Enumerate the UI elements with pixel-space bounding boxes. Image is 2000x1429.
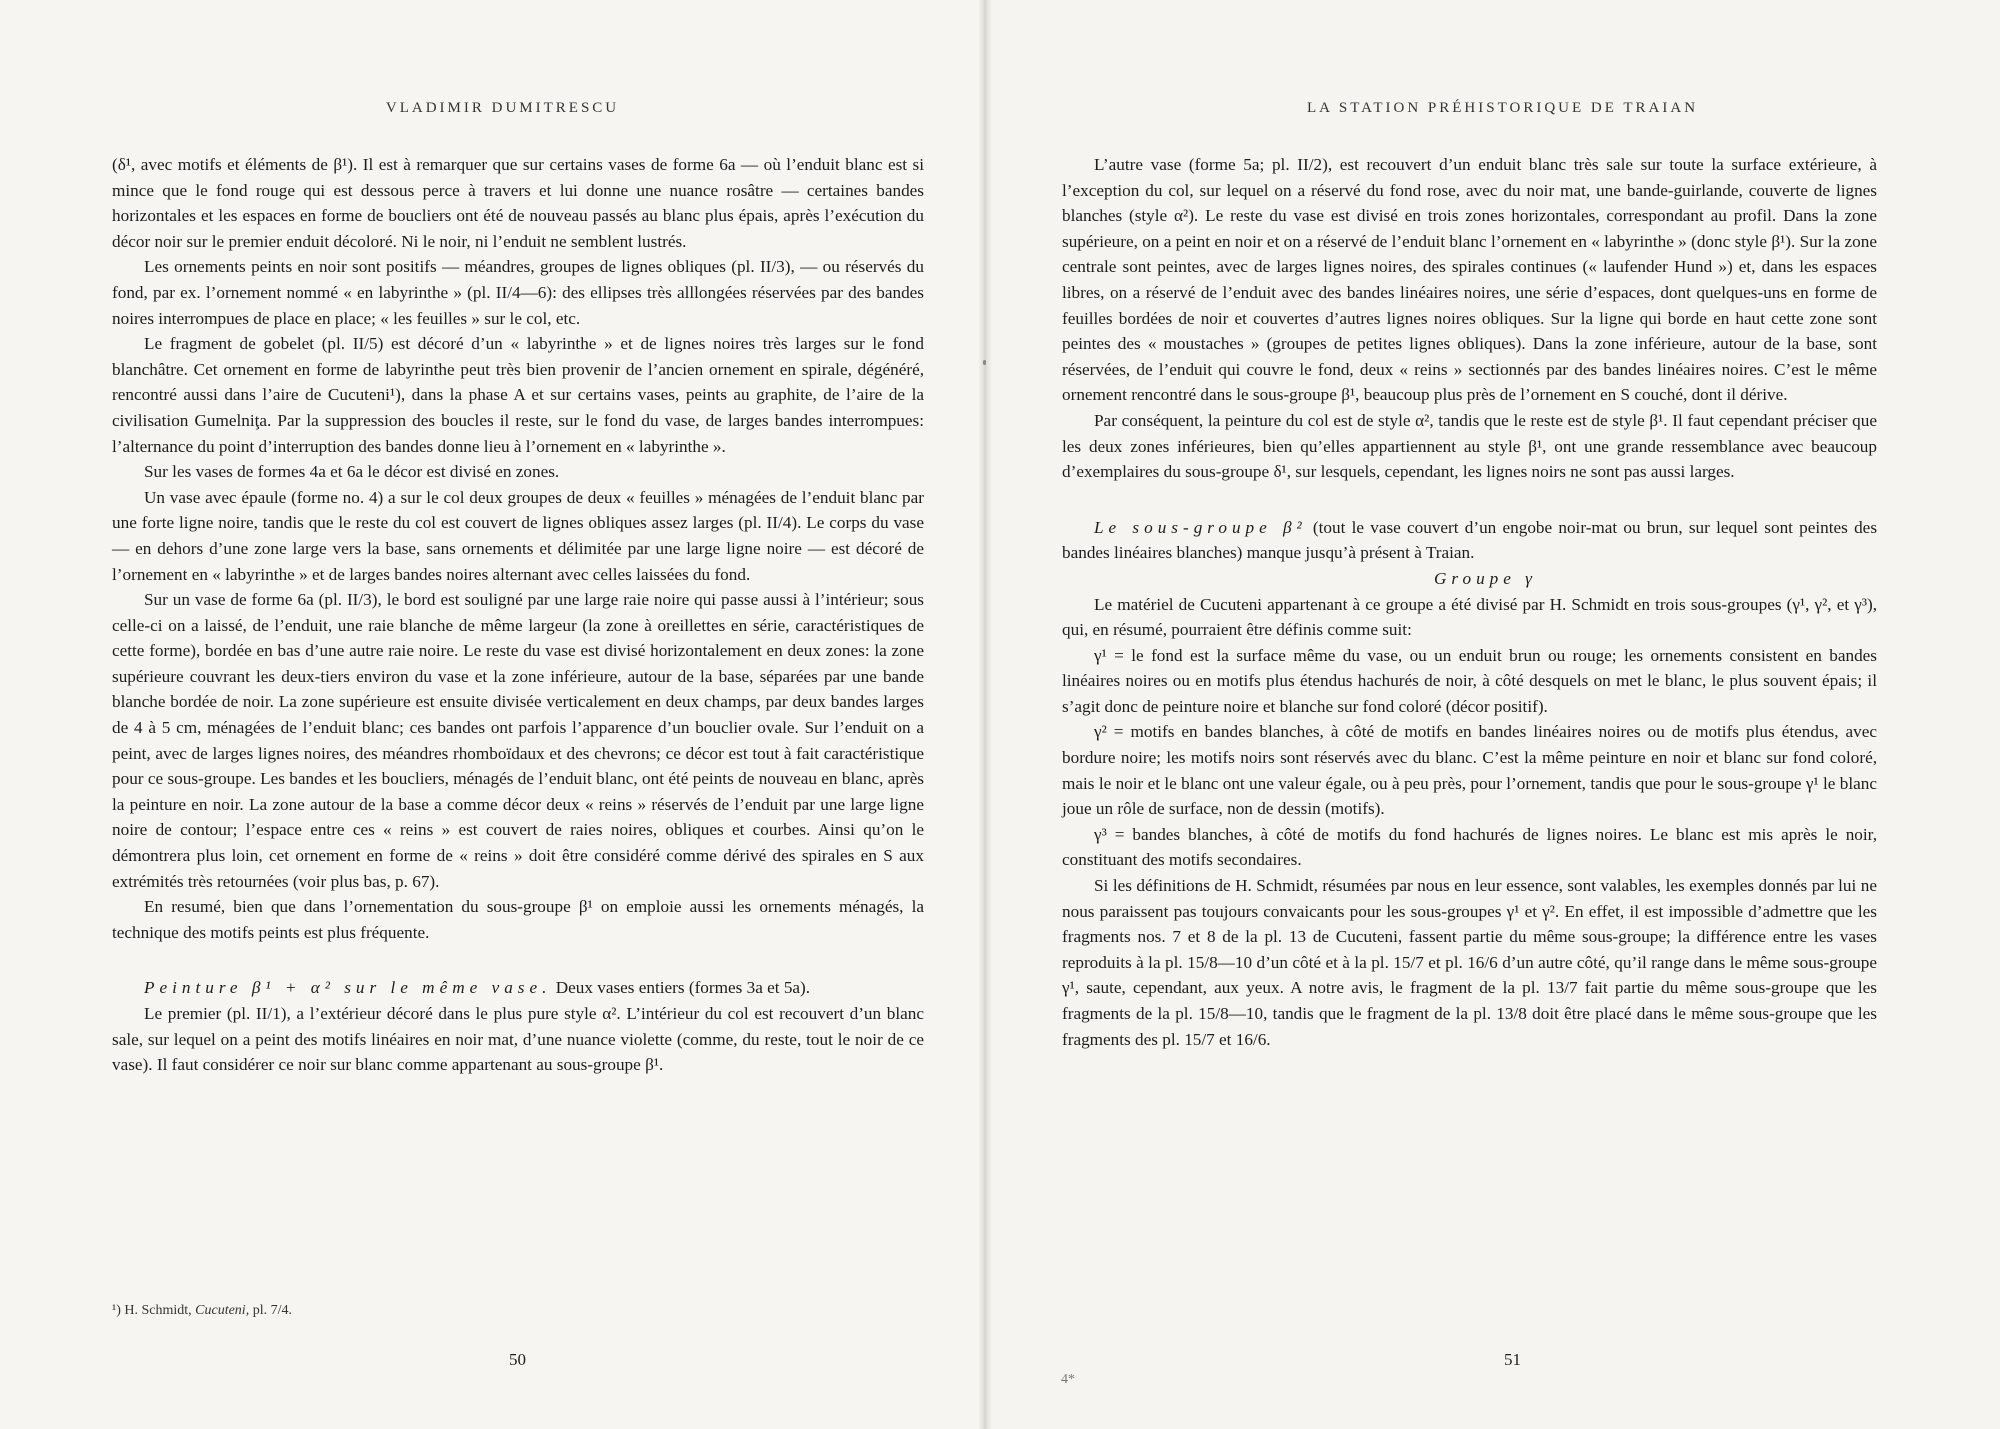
left-page (0, 0, 985, 1429)
page-number-left: 50 (509, 1350, 526, 1369)
group-heading: Groupe γ (1434, 568, 1537, 588)
paragraph: Par conséquent, la peinture du col est de style α², tandis que le reste est de style β¹. Il faut cependant préciser que les deux zones inférieures, bien qu’elles appartiennent au style β¹, ont une grande ressemblance avec beaucoup d’exemplaires du sous-groupe δ¹, sur lesquels, cependant, les lignes noirs ne sont pas aussi larges. (1062, 410, 1877, 482)
section-paragraph (1062, 515, 1877, 566)
paragraph: Les ornements peints en noir sont positifs — méandres, groupes de lignes obliques (pl. II/3), — ou réservés du fond, par ex. l’ornement nommé « en labyrinthe » (pl. II/4—6): des ellipses très alllongées réservées par des bandes noires interrompues de place en place; « les feuilles » sur le col, etc. (112, 257, 924, 328)
paragraph: Le matériel de Cucuteni appartenant à ce groupe a été divisé par H. Schmidt en trois sous-groupes (γ¹, γ², et γ³), qui, en résumé, pourraient être définis comme suit: (1062, 594, 1877, 640)
spaced-heading-tail: Deux vases entiers (formes 3a et 5a). (551, 978, 811, 998)
paragraph: Si les définitions de H. Schmidt, résumées par nous en leur essence, sont valables, les exemples donnés par lui ne nous paraissent pas toujours convaicants pour les sous-groupes γ¹ et γ². En effet, il est impossible d’admettre que les fragments nos. 7 et 8 de la pl. 13 de Cucuteni, fassent partie du même sous-groupe; la différence entre les vases reproduits à la pl. 15/8—10 d’un côté et à la pl. 15/7 et pl. 16/6 d’un autre côté, qu’il range dans le même sous-groupe γ¹, saute, cependant, aux yeux. A notre avis, le fragment de la pl. 13/7 fait partie du même sous-groupe que les fragments de la pl. 15/8—10, tandis que le fragment de la pl. 13/8 doit être placé dans le même sous-groupe que les fragments des pl. 15/7 et 16/6. (1062, 876, 1877, 1049)
page-number-right: 51 (1504, 1350, 1521, 1369)
spaced-heading: Le sous-groupe β² (1094, 517, 1307, 537)
right-page (985, 0, 2000, 1429)
section-paragraph (112, 975, 924, 1001)
signature-mark: 4* (1061, 1372, 1075, 1387)
paragraph: (δ¹, avec motifs et éléments de β¹). Il est à remarquer que sur certains vases de forme 6a — où l’enduit blanc est si mince que le fond rouge qui est dessous perce à travers et lui donne une nuance rosâtre — certaines bandes horizontales et les espaces en forme de boucliers ont été de nouveau passés au blanc plus épais, après l’exécution du décor noir sur le premier enduit décoloré. Ni le noir, ni l’enduit ne semblent lustrés. (112, 155, 924, 251)
running-head-right: LA STATION PRÉHISTORIQUE DE TRAIAN (1306, 100, 1699, 116)
right-page-body (1062, 152, 1877, 1052)
gutter-mark (983, 360, 986, 365)
footnote-suffix: , pl. 7/4. (245, 1303, 292, 1318)
book-gutter (978, 0, 992, 1429)
paragraph: En resumé, bien que dans l’ornementation du sous-groupe β¹ on emploie aussi les ornements ménagés, la technique des motifs peints est plus fréquente. (112, 897, 924, 942)
left-page-body (112, 152, 924, 1078)
paragraph: Sur les vases de formes 4a et 6a le décor est divisé en zones. (144, 462, 560, 482)
paragraph: γ¹ = le fond est la surface même du vase, ou un enduit brun ou rouge; les ornements consistent en bandes linéaires noires ou en motifs plus étendus hachurés de noir, à côté desquels on met le blanc, le plus souvent épais; il s’agit donc de peinture noire et blanche sur fond coloré (décor positif). (1062, 645, 1877, 716)
footnote (112, 1303, 924, 1319)
paragraph: Le premier (pl. II/1), a l’extérieur décoré dans le plus pure style α². L’intérieur du col est recouvert d’un blanc sale, sur lequel on a peint des motifs linéaires en noir mat, d’une nuance violette (comme, du reste, tout le noir de ce vase). Il faut considérer ce noir sur blanc comme appartenant au sous-groupe β¹. (112, 1004, 924, 1075)
spaced-heading-tail: (tout le vase couvert d’un engobe noir-mat ou brun, sur lequel sont peintes des bandes linéaires blanches) manque jusqu’à présent à Traian. (1062, 517, 1878, 563)
paragraph: L’autre vase (forme 5a; pl. II/2), est recouvert d’un enduit blanc très sale sur toute la surface extérieure, à l’exception du col, sur lequel on a réservé du fond rose, avec du noir mat, une bande-guirlande, couverte de lignes blanches (style α²). Le reste du vase est divisé en trois zones horizontales, correspondant au profil. Dans la zone supérieure, on a peint en noir et on a réservé de l’enduit blanc l’ornement en « labyrinthe » (donc style β¹). Sur la zone centrale sont peintes, avec de larges lignes noires, des spirales continues (« laufender Hund ») et, dans les espaces libres, on a réservé de l’enduit avec des bandes linéaires noires, une série d’espaces, dont quelques-uns en forme de feuilles bordées de noir et couvertes d’autres lignes noires obliques. Sur la ligne qui borde en haut cette zone sont peintes des « moustaches » (groupes de petites lignes obliques). Dans la zone inférieure, autour de la base, sont réservées, de l’enduit qui couvre le fond, deux « reins » sectionnés par des bandes linéaires noires. C’est le même ornement rencontré dans le sous-groupe β¹, beaucoup plus près de l’ornement en S couché, dont il dérive. (1062, 155, 1877, 405)
running-head-left: VLADIMIR DUMITRESCU (385, 100, 620, 116)
footnote-title: Cucuteni (195, 1303, 246, 1318)
spaced-heading: Peinture β¹ + α² sur le même vase. (144, 978, 552, 998)
paragraph: γ³ = bandes blanches, à côté de motifs du fond hachurés de lignes noires. Le blanc est mis après le noir, constituant des motifs secondaires. (1062, 824, 1877, 870)
paragraph: γ² = motifs en bandes blanches, à côté de motifs en bandes linéaires noires ou de motifs plus étendus, avec bordure noire; les motifs noirs sont réservés avec du blanc. C’est la même peinture en noir et blanc sur fond coloré, mais le noir et le blanc ont une valeur égale, ou à peu près, pour l’ornement, tandis que pour le sous-groupe γ¹ le blanc joue un rôle de surface, non de dessin (motifs). (1062, 722, 1877, 819)
paragraph: Un vase avec épaule (forme no. 4) a sur le col deux groupes de deux « feuilles » ménagées de l’enduit blanc par une forte ligne noire, tandis que le reste du col est couvert de lignes obliques assez larges (pl. II/4). Le corps du vase — en dehors d’une zone large vers la base, sans ornements et délimitée par une large ligne noire — est décoré de l’ornement en « labyrinthe » et de larges bandes noires alternant avec celles laissées du fond. (112, 487, 924, 584)
footnote-prefix: ¹) H. Schmidt, (112, 1303, 196, 1318)
paragraph: Le fragment de gobelet (pl. II/5) est décoré d’un « labyrinthe » et de lignes noires très larges sur le fond blanchâtre. Cet ornement en forme de labyrinthe peut très bien provenir de l’ancien ornement en spirale, dégénéré, rencontré aussi dans l’aire de Cucuteni¹), dans la phase A et sur certains vases, peints au graphite, de l’aire de la civilisation Gumelniţa. Par la suppression des boucles il reste, sur le fond du vase, de larges bandes interrompues: l’alternance du point d’interruption des bandes donne lieu à l’ornement en « labyrinthe ». (112, 334, 924, 456)
paragraph: Sur un vase de forme 6a (pl. II/3), le bord est souligné par une large raie noire qui passe aussi à l’intérieur; sous celle-ci on a laissé, de l’enduit, une raie blanche de même largeur (la zone à oreillettes en série, caractéristiques de cette forme), bordée en bas d’une autre raie noire. Le reste du vase est divisé horizontalement en deux zones: la zone supérieure couvrant les deux-tiers environ du vase et la zone inférieure, autour de la base, séparées par une bande blanche bordée de noir. La zone supérieure est ensuite divisée verticalement en deux champs, par deux bandes larges de 4 à 5 cm, ménagées de l’enduit blanc; ces bandes ont parfois l’apparence d’un bouclier ovale. Sur l’enduit on a peint, avec de larges lignes noires, des méandres rhomboïdaux et des chevrons; ce décor est tout à fait caractéristique pour ce sous-groupe. Les bandes et les boucliers, ménagés de l’enduit blanc, ont été peints de nouveau en blanc, après la peinture en noir. La zone autour de la base a comme décor deux « reins » réservés de l’enduit par une large ligne noire de contour; l’espace entre ces « reins » est couvert de raies noires, obliques et courbes. Ainsi qu’on le démontrera plus loin, cet ornement en forme de « reins » doit être considéré comme dérivé des spirales en S aux extrémités très retournées (voir plus bas, p. 67). (112, 590, 924, 891)
